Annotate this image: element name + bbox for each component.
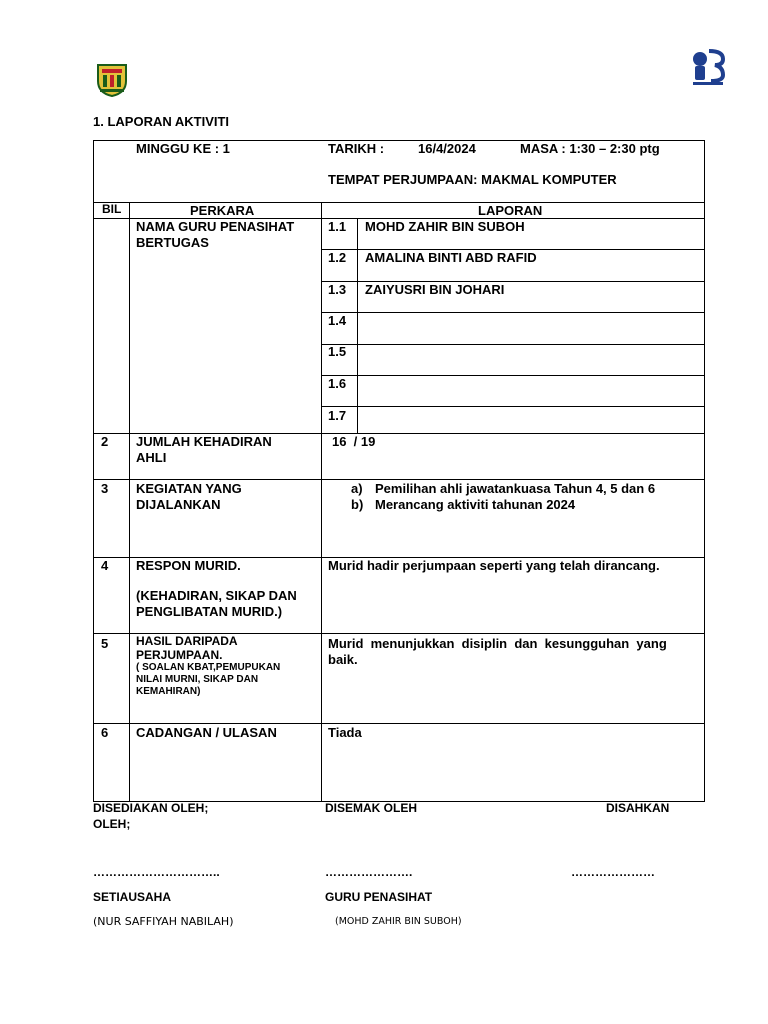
teacher-no: 1.7: [328, 408, 347, 423]
venue-label: TEMPAT PERJUMPAAN: MAKMAL KOMPUTER: [328, 172, 617, 187]
school-crest-logo: [96, 63, 128, 97]
teacher-name: ZAIYUSRI BIN JOHARI: [365, 282, 505, 297]
table-divider: [93, 723, 705, 724]
date-value: 16/4/2024: [418, 141, 476, 156]
table-divider: [129, 202, 130, 802]
response-text: Murid hadir perjumpaan seperti yang telah dirancang.: [328, 558, 660, 573]
checked-by-label: DISEMAK OLEH: [325, 801, 418, 815]
row1-perkara: NAMA GURU PENASIHAT BERTUGAS: [136, 219, 295, 250]
table-divider: [357, 218, 358, 433]
teacher-no: 1.1: [328, 219, 347, 234]
teacher-name: AMALINA BINTI ABD RAFID: [365, 250, 537, 265]
row2-bil: 2: [101, 434, 109, 449]
outcome-text: Murid menunjukkan disiplin dan kesungguhan yang baik.: [328, 636, 667, 667]
signature-line: ………………….: [325, 865, 413, 879]
attendance-value: 16 / 19: [332, 434, 376, 449]
row6-perkara: CADANGAN / ULASAN: [136, 725, 277, 740]
table-divider: [321, 312, 705, 313]
row4-bil: 4: [101, 558, 109, 573]
suggestion-text: Tiada: [328, 725, 362, 740]
table-divider: [321, 202, 322, 802]
signature-line: …………………: [571, 865, 655, 879]
row3-bil: 3: [101, 481, 109, 496]
col-header-bil: BIL: [102, 202, 122, 216]
teacher-no: 1.6: [328, 376, 347, 391]
approved-by-label: DISAHKAN: [606, 801, 670, 815]
row4-perkara-sub: (KEHADIRAN, SIKAP DAN PENGLIBATAN MURID.): [136, 588, 297, 619]
row6-bil: 6: [101, 725, 109, 740]
table-border-left: [93, 140, 94, 802]
list-item: b) Merancang aktiviti tahunan 2024: [351, 497, 576, 512]
table-divider: [321, 375, 705, 376]
table-divider: [321, 406, 705, 407]
table-divider: [321, 344, 705, 345]
table-divider: [93, 479, 705, 480]
signature-line: …………………………..: [93, 865, 220, 879]
prepared-by-label: DISEDIAKAN OLEH;: [93, 801, 209, 815]
teacher-no: 1.5: [328, 344, 347, 359]
table-divider: [93, 202, 705, 203]
time-label: MASA : 1:30 – 2:30 ptg: [520, 141, 660, 156]
teacher-name: MOHD ZAHIR BIN SUBOH: [365, 219, 525, 234]
page-title: 1. LAPORAN AKTIVITI: [93, 114, 230, 129]
col-header-laporan: LAPORAN: [478, 203, 543, 218]
list-item: a) Pemilihan ahli jawatankuasa Tahun 4, 5 dan 6: [351, 481, 656, 496]
teacher-no: 1.3: [328, 282, 347, 297]
row5-perkara-sub: ( SOALAN KBAT,PEMUPUKAN NILAI MURNI, SIKAP DAN KEMAHIRAN): [136, 662, 281, 697]
table-border-right: [704, 140, 705, 802]
secretary-name: (NUR SAFFIYAH NABILAH): [93, 915, 234, 928]
week-label: MINGGU KE : 1: [136, 141, 230, 156]
advisor-role: GURU PENASIHAT: [325, 890, 433, 904]
activity-list: [351, 481, 655, 513]
teacher-no: 1.2: [328, 250, 347, 265]
advisor-name: (MOHD ZAHIR BIN SUBOH): [335, 916, 462, 927]
ministry-logo: [689, 45, 727, 87]
secretary-role: SETIAUSAHA: [93, 890, 172, 904]
col-header-perkara: PERKARA: [190, 203, 255, 218]
row4-perkara: RESPON MURID.: [136, 558, 241, 573]
date-label: TARIKH :: [328, 141, 385, 156]
approved-by-label-cont: OLEH;: [93, 817, 131, 831]
row5-bil: 5: [101, 636, 109, 651]
row3-perkara: KEGIATAN YANG DIJALANKAN: [136, 481, 242, 512]
teacher-no: 1.4: [328, 313, 347, 328]
row2-perkara: JUMLAH KEHADIRAN AHLI: [136, 434, 272, 465]
row5-perkara: HASIL DARIPADA PERJUMPAAN.: [136, 634, 238, 662]
